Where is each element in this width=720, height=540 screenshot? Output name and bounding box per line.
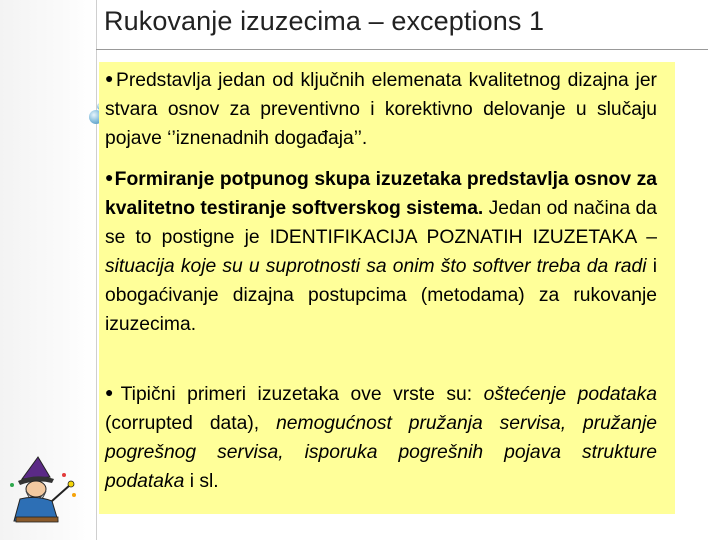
paragraph-3-italic-1: oštećenje podataka [483,384,657,405]
paragraph-2-text: Jedan od načina da se to postigne je IDENTIFIKACIJA POZNATIH IZUZETAKA – [105,198,657,248]
paragraph-3-text: (corrupted data), [105,413,277,434]
bullet-2: ● [105,169,114,185]
paragraph-2 [105,163,657,339]
paragraph-3-italic-3: isporuka pogrešnih pojava strukture podataka [105,442,657,492]
bullet-1: ● [105,70,115,86]
paragraph-2-italic: situacija koje su u suprotnosti sa onim što softver treba da radi [105,256,647,277]
left-divider-line [96,0,97,540]
paragraph-1 [105,64,657,153]
paragraph-3-space [284,442,305,463]
paragraph-2-tail: i obogaćivanje dizajna postupcima (metodama) za rukovanje izuzecima. [105,256,657,335]
content-box [99,62,675,514]
title-rule [96,49,708,50]
paragraph-3 [105,378,657,496]
paragraph-3-intro: Tipični primeri izuzetaka ove vrste su: [120,384,484,405]
bullet-3: ● [105,384,120,400]
paragraph-3-italic-2: nemogućnost pružanja servisa, pružanje pogrešnog servisa, [105,413,657,463]
paragraph-3-tail: i sl. [184,471,219,492]
paragraph-1-text: Predstavlja jedan od ključnih elemenata kvalitetnog dizajna jer stvara osnov za preventivno i korektivno delovanje u slučaju pojave ‘’iznenadnih događaja’’. [105,70,657,149]
slide-title: Rukovanje izuzecima – exceptions 1 [104,6,545,36]
paragraph-2-bold: Formiranje potpunog skupa izuzetaka predstavlja osnov za kvalitetno testiranje softverskog sistema. [105,169,657,219]
wizard-clipart-icon [6,455,78,528]
